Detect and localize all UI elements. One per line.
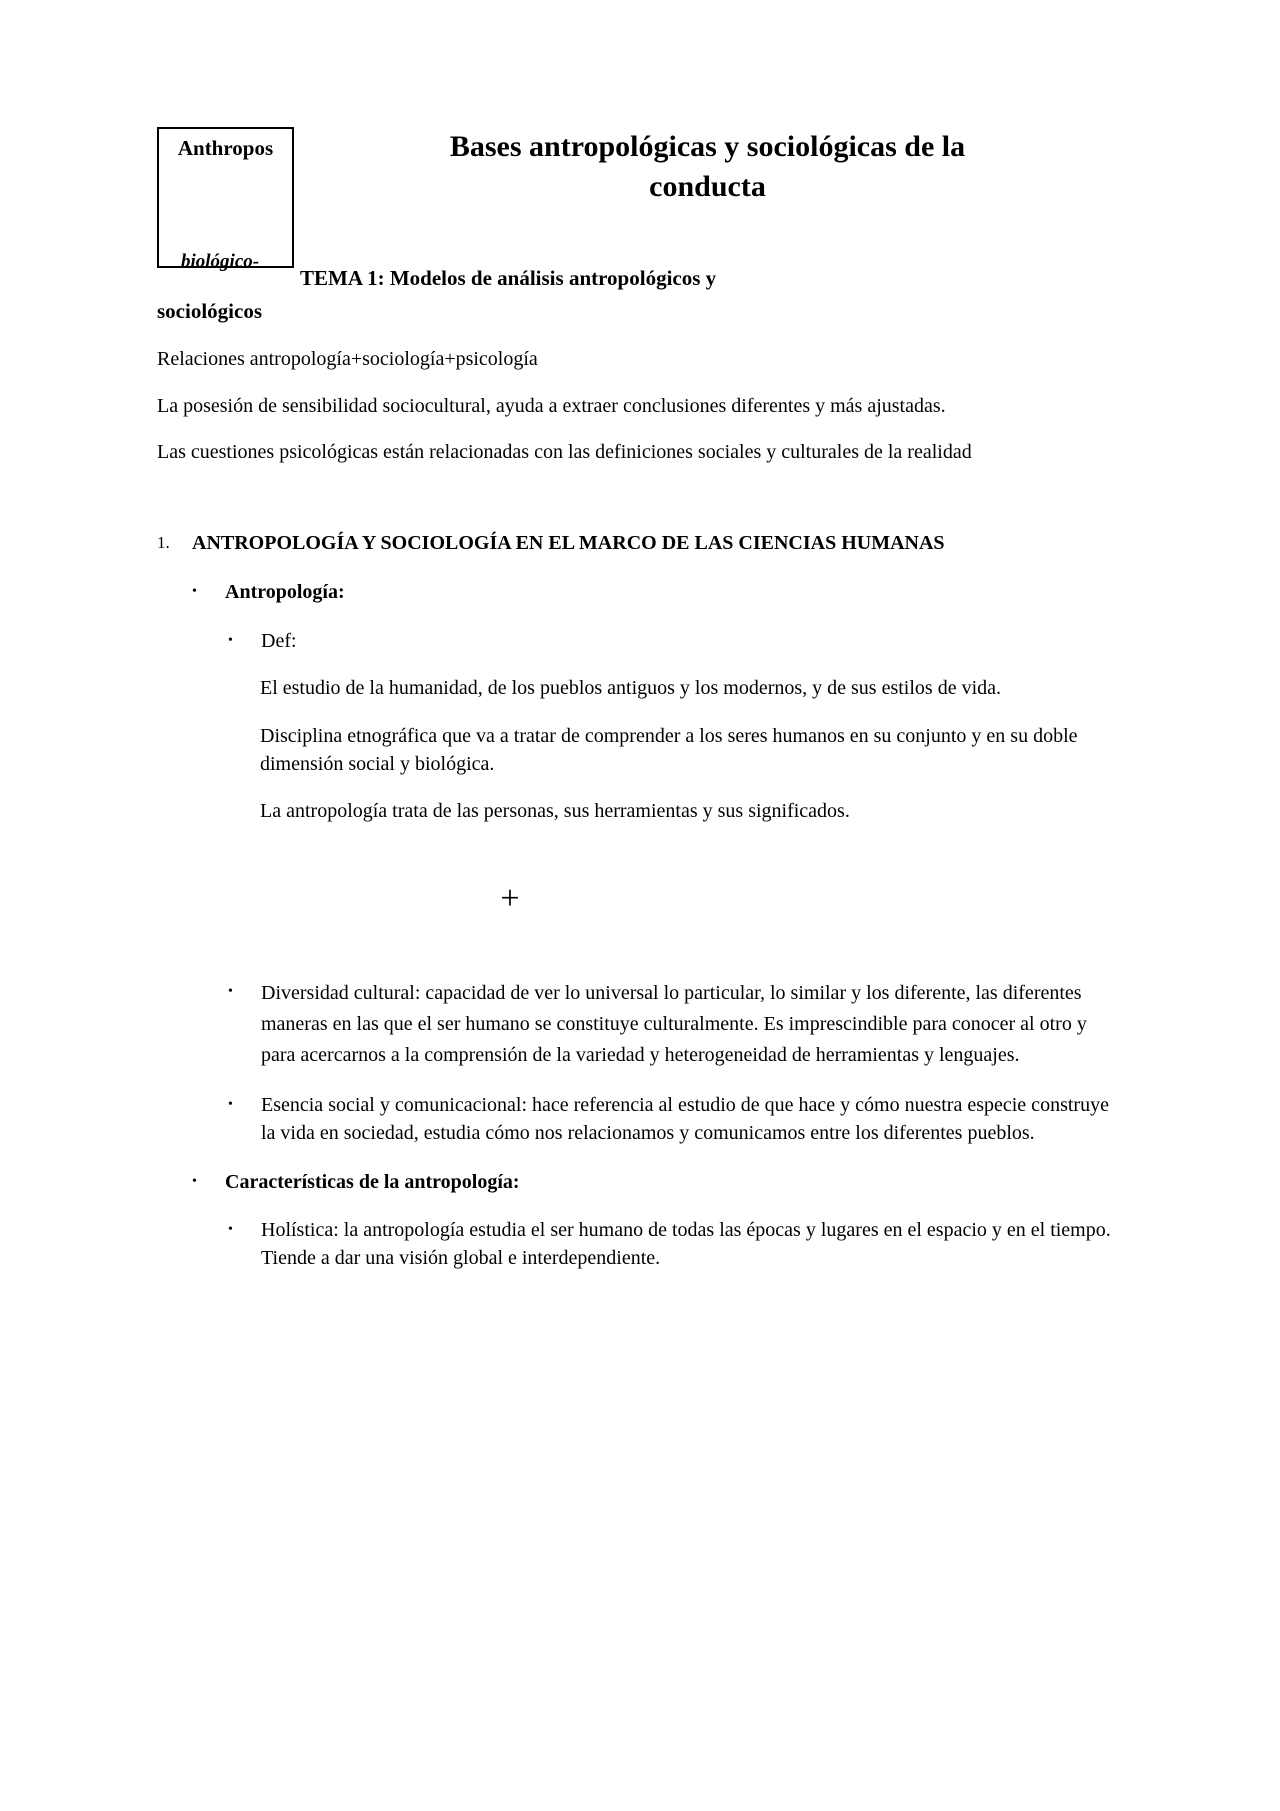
tema-heading-line2: sociológicos xyxy=(157,298,262,323)
definition-paragraph-3: La antropología trata de las personas, sus herramientas y sus significados. xyxy=(260,800,850,823)
bullet-caracteristicas xyxy=(157,1168,1123,1196)
main-title-wrap xyxy=(292,127,1123,206)
bullet-esencia-social xyxy=(157,1091,1123,1148)
anthropos-box xyxy=(157,127,294,268)
caracteristicas-label: Características de la antropología: xyxy=(225,1170,520,1193)
bullet-icon: • xyxy=(228,1221,233,1237)
intro-paragraph-posesion: La posesión de sensibilidad sociocultural, ayuda a extraer conclusiones diferentes y más ajustadas. xyxy=(157,394,946,417)
section-1-heading: ANTROPOLOGÍA Y SOCIOLOGÍA EN EL MARCO DE LAS CIENCIAS HUMANAS xyxy=(192,532,945,555)
definition-paragraph-2: Disciplina etnográfica que va a tratar de comprender a los seres humanos en su conjunto y en su doble dimensión social y biológica. xyxy=(260,724,1078,776)
tema-heading-line1: TEMA 1: Modelos de análisis antropológicos y xyxy=(300,266,717,291)
bullet-def xyxy=(157,627,1123,655)
section-1-heading-row xyxy=(157,528,1123,558)
bullet-icon: • xyxy=(228,632,233,648)
bullet-diversidad-cultural xyxy=(157,978,1123,1071)
section-1-number: 1. xyxy=(157,533,170,553)
antropologia-label: Antropología: xyxy=(225,581,345,604)
page-title: Bases antropológicas y sociológicas de la conducta xyxy=(449,130,966,203)
bullet-antropologia xyxy=(157,578,1123,606)
bullet-holistica xyxy=(157,1216,1123,1273)
aspect-text: Diversidad cultural: capacidad de ver lo universal lo particular, lo similar y los diferente, las diferentes maneras en las que el ser humano se constituye culturalmente. Es imprescindible para conocer al otro y para acercarnos a la comprensión de la variedad y heterogeneidad de herramientas y lenguajes. xyxy=(261,981,1087,1066)
biologico-caption: biológico- xyxy=(181,251,260,272)
plus-symbol: + xyxy=(500,879,520,917)
aspect-text: Esencia social y comunicacional: hace referencia al estudio de que hace y cómo nuestra especie construye la vida en sociedad, estudia cómo nos relacionamos y comunicamos entre los diferentes pueblos. xyxy=(261,1093,1109,1145)
intro-paragraph-relaciones: Relaciones antropología+sociología+psicología xyxy=(157,348,538,371)
tema-heading xyxy=(157,262,1123,327)
bullet-icon: • xyxy=(228,983,233,999)
anthropos-label: Anthropos xyxy=(177,136,274,160)
def-label: Def: xyxy=(261,629,297,652)
definition-paragraph-1: El estudio de la humanidad, de los pueblos antiguos y los modernos, y de sus estilos de vida. xyxy=(260,677,1002,700)
bullet-icon: • xyxy=(228,1096,233,1112)
intro-paragraph-cuestiones: Las cuestiones psicológicas están relacionadas con las definiciones sociales y culturales de la realidad xyxy=(157,441,972,464)
bullet-icon: • xyxy=(192,1173,197,1189)
document-content xyxy=(157,127,1123,1273)
bullet-icon: • xyxy=(192,584,197,600)
caracteristica-text: Holística: la antropología estudia el ser humano de todas las épocas y lugares en el espacio y en el tiempo. Tiende a dar una visión global e interdependiente. xyxy=(261,1218,1111,1270)
